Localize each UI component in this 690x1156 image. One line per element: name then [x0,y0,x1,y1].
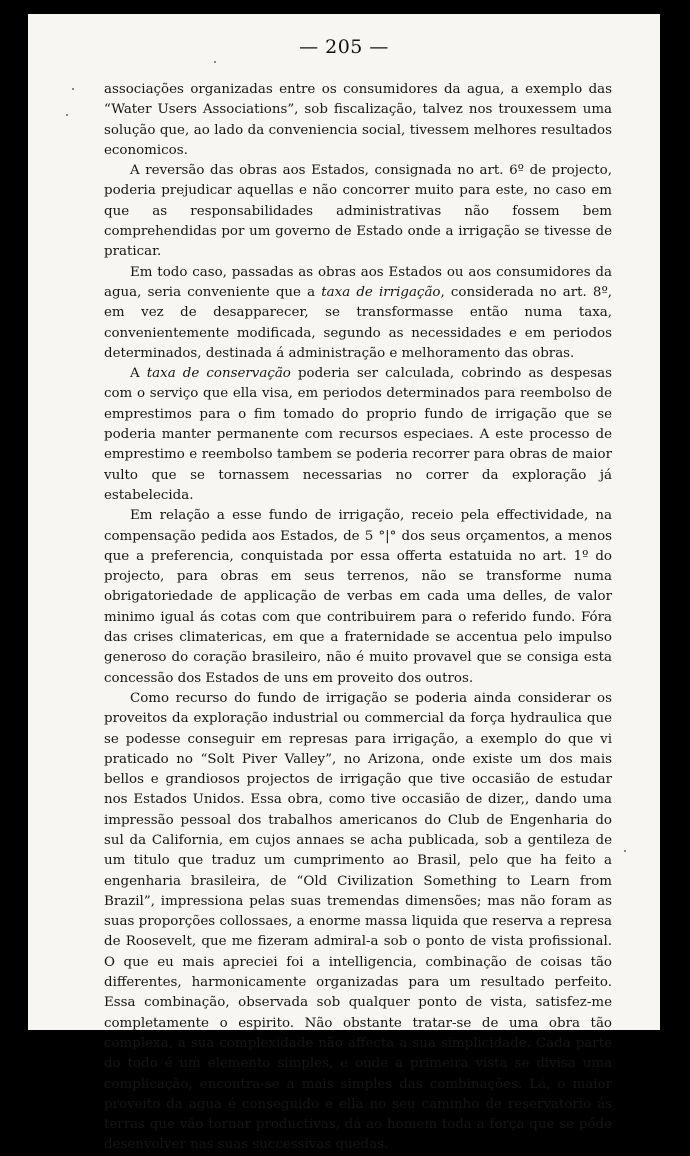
paragraph-3-italic-term: taxa de irrigação [321,284,441,300]
paragraph-3 [104,263,612,364]
paragraph-1: associações organizadas entre os consumidores da agua, a exemplo das “Water Users Associations”, sob fiscalização, talvez nos trouxessem uma solução que, ao lado da conveniencia social, tivessem melhores resultados economicos. [104,82,612,158]
paragraph-5: Em relação a esse fundo de irrigação, receio pela effectividade, na compensação pedida aos Estados, de 5 °|° dos seus orçamentos, a menos que a preferencia, conquistada por essa offerta estatuida no art. 1º do projecto, para obras em seus terrenos, não se transforme numa obrigatoriedade de applicação de verbas em cada uma delles, de valor minimo igual ás cotas com que contribuirem para o referido fundo. Fóra das crises climatericas, em que a fraternidade se accentua pelo impulso generoso do coração brasileiro, não é muito provavel que se consiga esta concessão dos Estados de uns em proveito dos outros. [104,508,612,686]
paragraph-3-text-after: , considerada no art. 8º, em vez de desapparecer, se transformasse então numa taxa, convenientemente modificada, segundo as necessidades e em periodos determinados, destinada á administração e melhoramento das obras. [104,284,612,361]
paragraph-4 [104,364,612,506]
scan-speck [624,850,626,852]
paragraph-3-text-before: Em todo caso, passadas as obras aos Estados ou aos consumidores da agua, seria conveniente que a [104,264,612,300]
page-number: — 205 — [299,36,389,58]
paragraph-4-text-after: poderia ser calculada, cobrindo as despesas com o serviço que ella visa, em periodos determinados para reembolso de emprestimos para o fim tomado do proprio fundo de irrigação que se poderia manter permanente com recursos especiaes. A este processo de emprestimo e reembolso tambem se poderia recorrer para obras de maior vulto que se tornassem necessarias no correr da exploração já estabelecida. [104,366,612,503]
paragraph-4-italic-term: taxa de conservação [146,366,291,382]
paragraph-6: Como recurso do fundo de irrigação se poderia ainda considerar os proveitos da exploração industrial ou commercial da força hydraulica que se podesse conseguir em represas para irrigação, a exemplo do que vi praticado no “Solt Piver Valley”, no Arizona, onde existe um dos mais bellos e grandiosos projectos de irrigação que tive occasião de estudar nos Estados Unidos. Essa obra, como tive occasião de dizer,, dando uma impressão pessoal dos trabalhos americanos do Club de Engenharia do sul da California, em cujos annaes se acha publicada, sob a gentileza de um titulo que traduz um cumprimento ao Brasil, pelo que ha feito a engenharia brasileira, de “Old Civilization Something to Learn from Brazil”, impressiona pelas suas tremendas dimensões; mas não foram as suas proporções collossaes, a enorme massa liquida que reserva a represa de Roosevelt, que me fizeram admiral-a sob o ponto de vista profissional. O que eu mais apreciei foi a intelligencia, combinação de coisas tão differentes, harmonicamente organizadas para um resultado perfeito. Essa combinação, observada sob qualquer ponto de vista, satisfez-me completamente o espirito. Não obstante tratar-se de uma obra tão complexa, a sua complexidade não affecta a sua simplicidade. Cada parte do todo é um elemento simples, e onde a primeira vista se divisa uma complicação, encontra-se a mais simples das combinações. Lá, o maior proveito da agua é conseguido e ella no seu caminho de reservatorio ás terras que vão tornar productivas, dá ao homem toda a força que se póde desenvolver nas suas successivas quedas. [104,690,612,1153]
scan-speck [214,61,216,63]
scan-speck [72,88,74,90]
paragraph-4-text-before: A [130,366,147,382]
scan-speck [66,114,68,116]
paragraph-2: A reversão das obras aos Estados, consignada no art. 6º de projecto, poderia prejudicar aquellas e não concorrer muito para este, no caso em que as responsabilidades administrativas não fossem bem comprehendidas por um governo de Estado onde a irrigação se tivesse de praticar. [104,163,612,260]
scanned-page [28,14,660,1153]
body-text [104,80,612,1156]
